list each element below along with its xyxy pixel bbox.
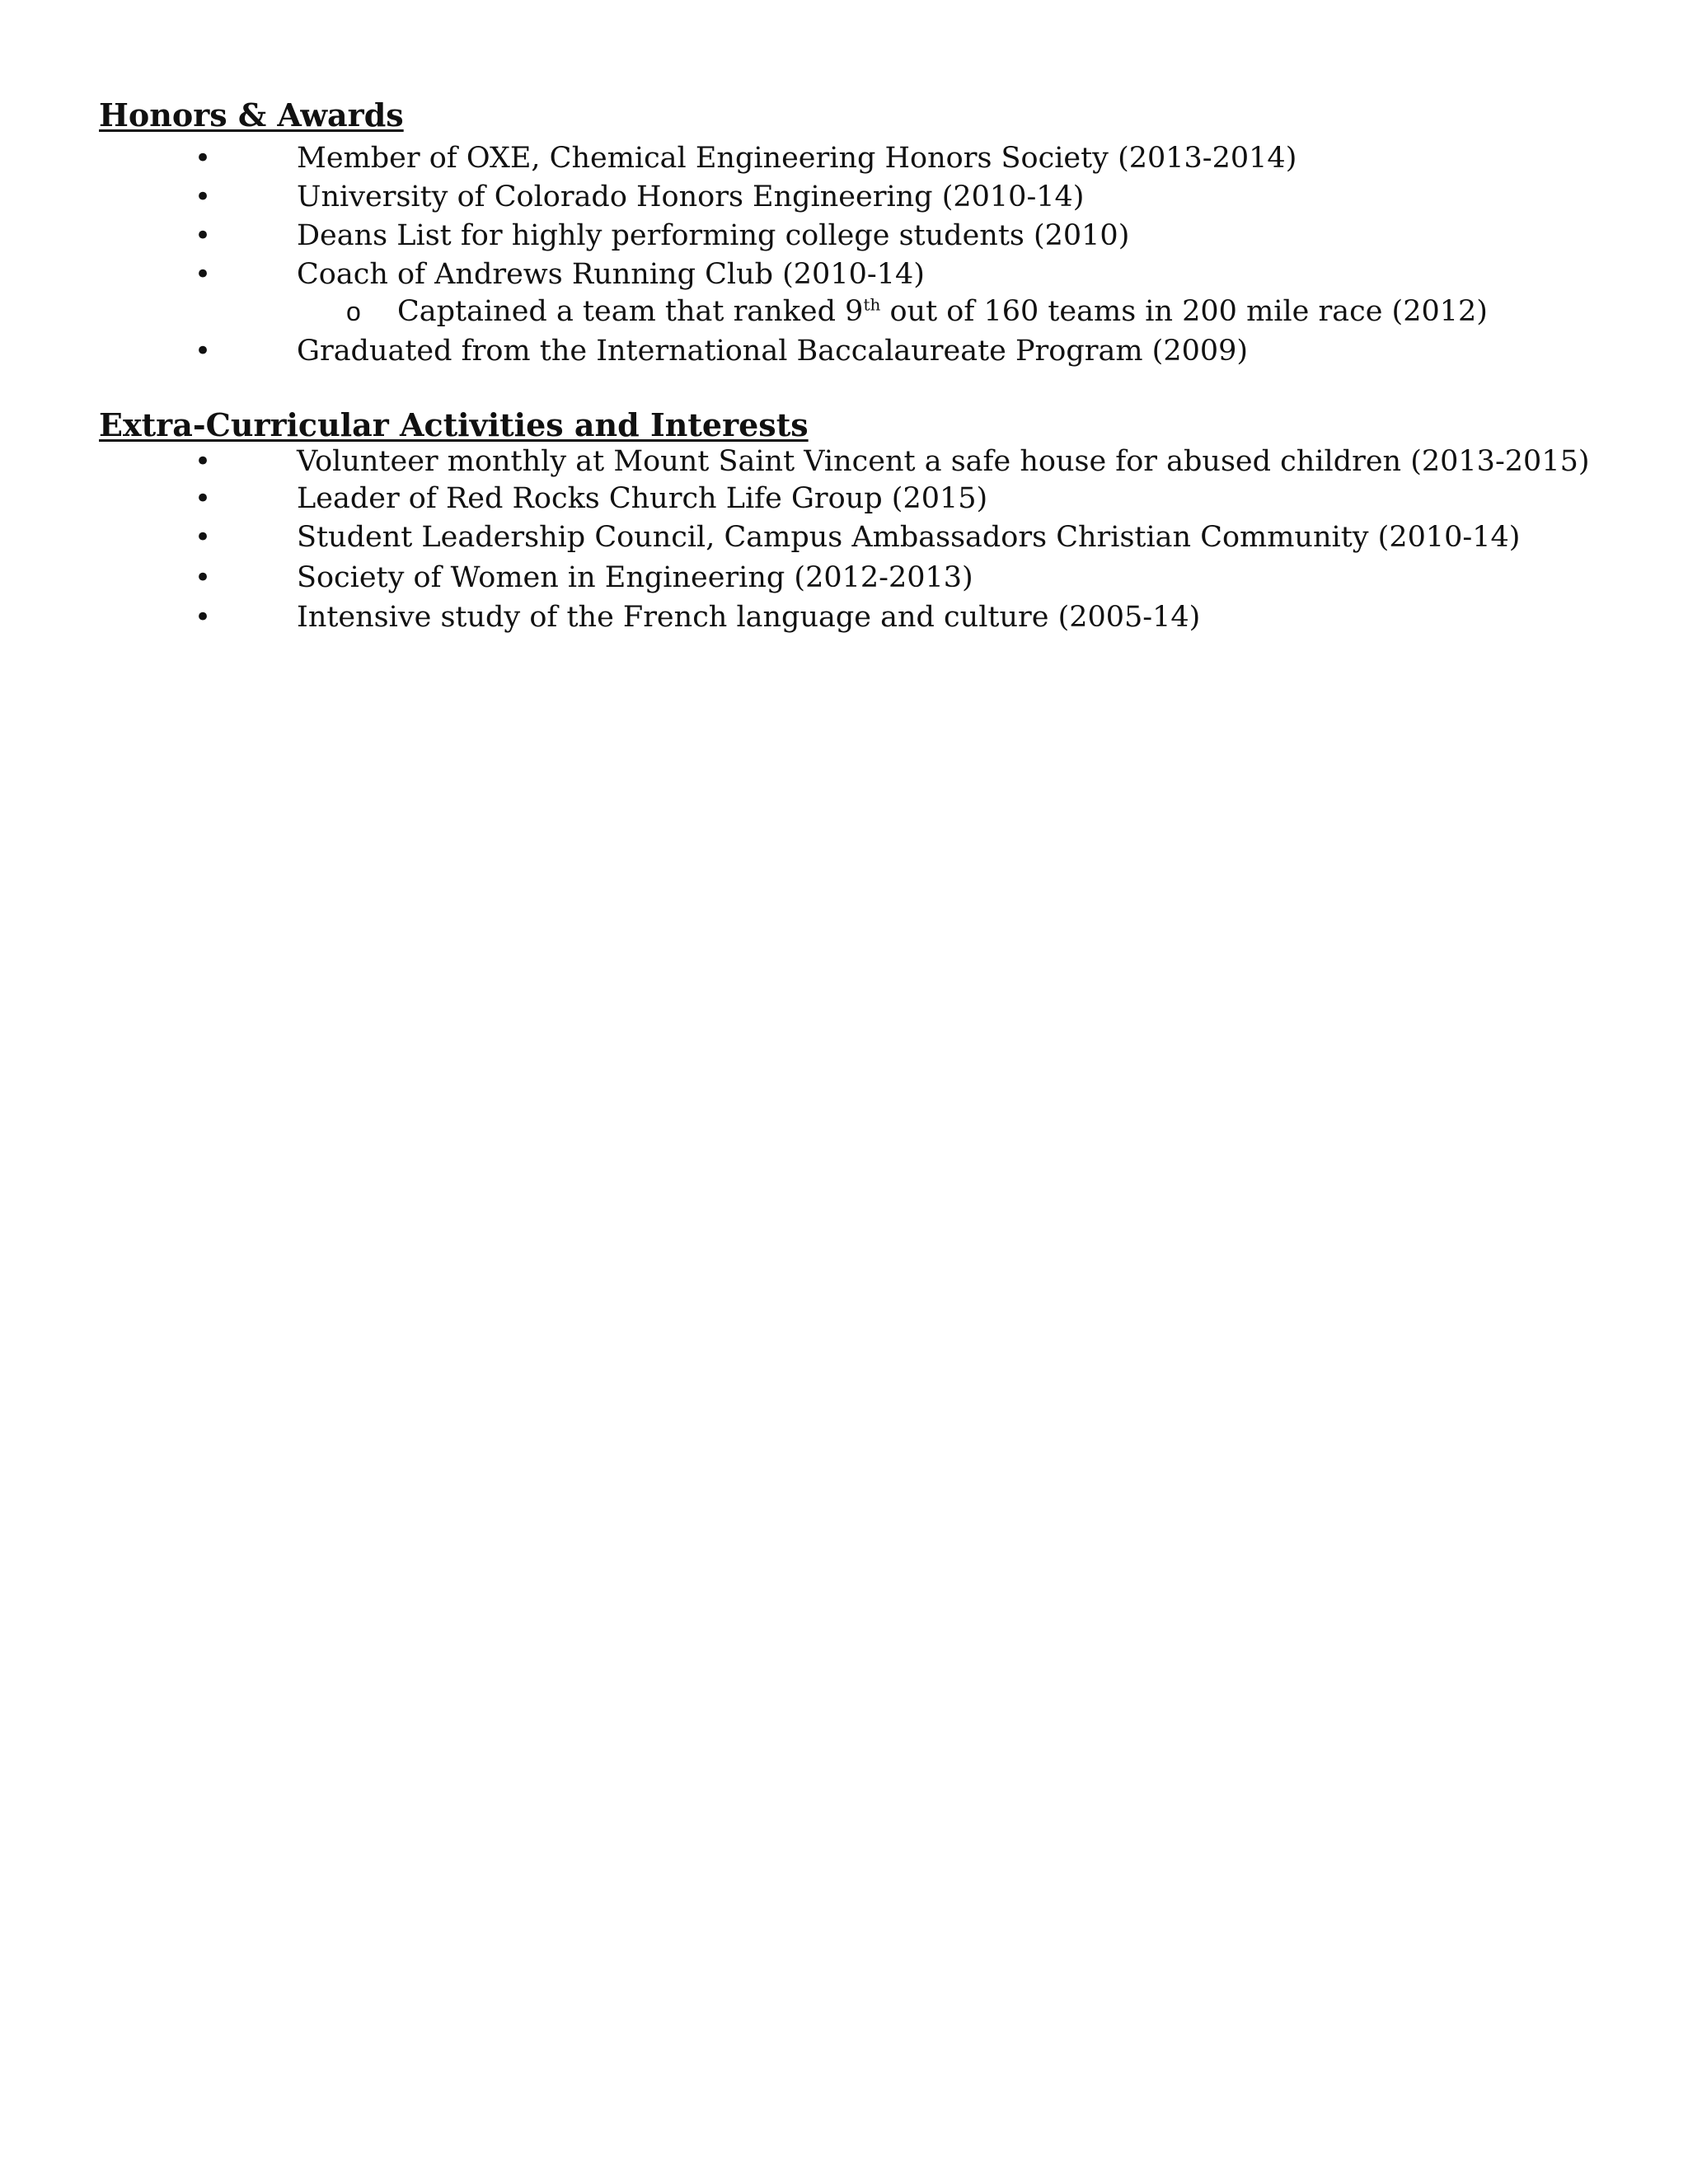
ordinal-suffix: th [863,294,881,315]
activity-item-text: Leader of Red Rocks Church Life Group (2015) [297,482,988,515]
activity-item-text: Student Leadership Council, Campus Ambassadors Christian Community (2010-14) [297,521,1521,554]
honor-item-text: University of Colorado Honors Engineering (2010-14) [297,180,1085,213]
activity-item-text: Intensive study of the French language and culture (2005-14) [297,601,1201,634]
bullet-icon: • [195,142,212,175]
bullet-icon: • [195,521,212,554]
bullet-icon: • [195,335,212,368]
extracurricular-heading: Extra-Curricular Activities and Interests [99,406,809,443]
honor-item-text: Deans List for highly performing college students (2010) [297,219,1130,252]
sub-item-text [397,293,1488,330]
bullet-icon: • [195,561,212,594]
honors-awards-heading: Honors & Awards [99,96,404,134]
sub-item-text-end: out of 160 teams in 200 mile race (2012) [880,295,1488,328]
bullet-icon: • [195,482,212,515]
bullet-icon: • [195,445,212,478]
honor-item-text: Coach of Andrews Running Club (2010-14) [297,258,925,291]
sub-item-text-start: Captained a team that ranked 9 [397,295,864,328]
bullet-icon: • [195,219,212,252]
bullet-icon: • [195,258,212,291]
honor-item-text: Member of OXE, Chemical Engineering Honors Society (2013-2014) [297,142,1297,175]
activity-item-text: Society of Women in Engineering (2012-2013) [297,561,973,594]
activity-item-text: Volunteer monthly at Mount Saint Vincent a safe house for abused children (2013-2015) [297,445,1590,478]
bullet-icon: • [195,180,212,213]
bullet-icon: • [195,601,212,634]
honor-item-text: Graduated from the International Baccalaureate Program (2009) [297,335,1249,368]
hollow-bullet-icon: o [346,297,361,326]
